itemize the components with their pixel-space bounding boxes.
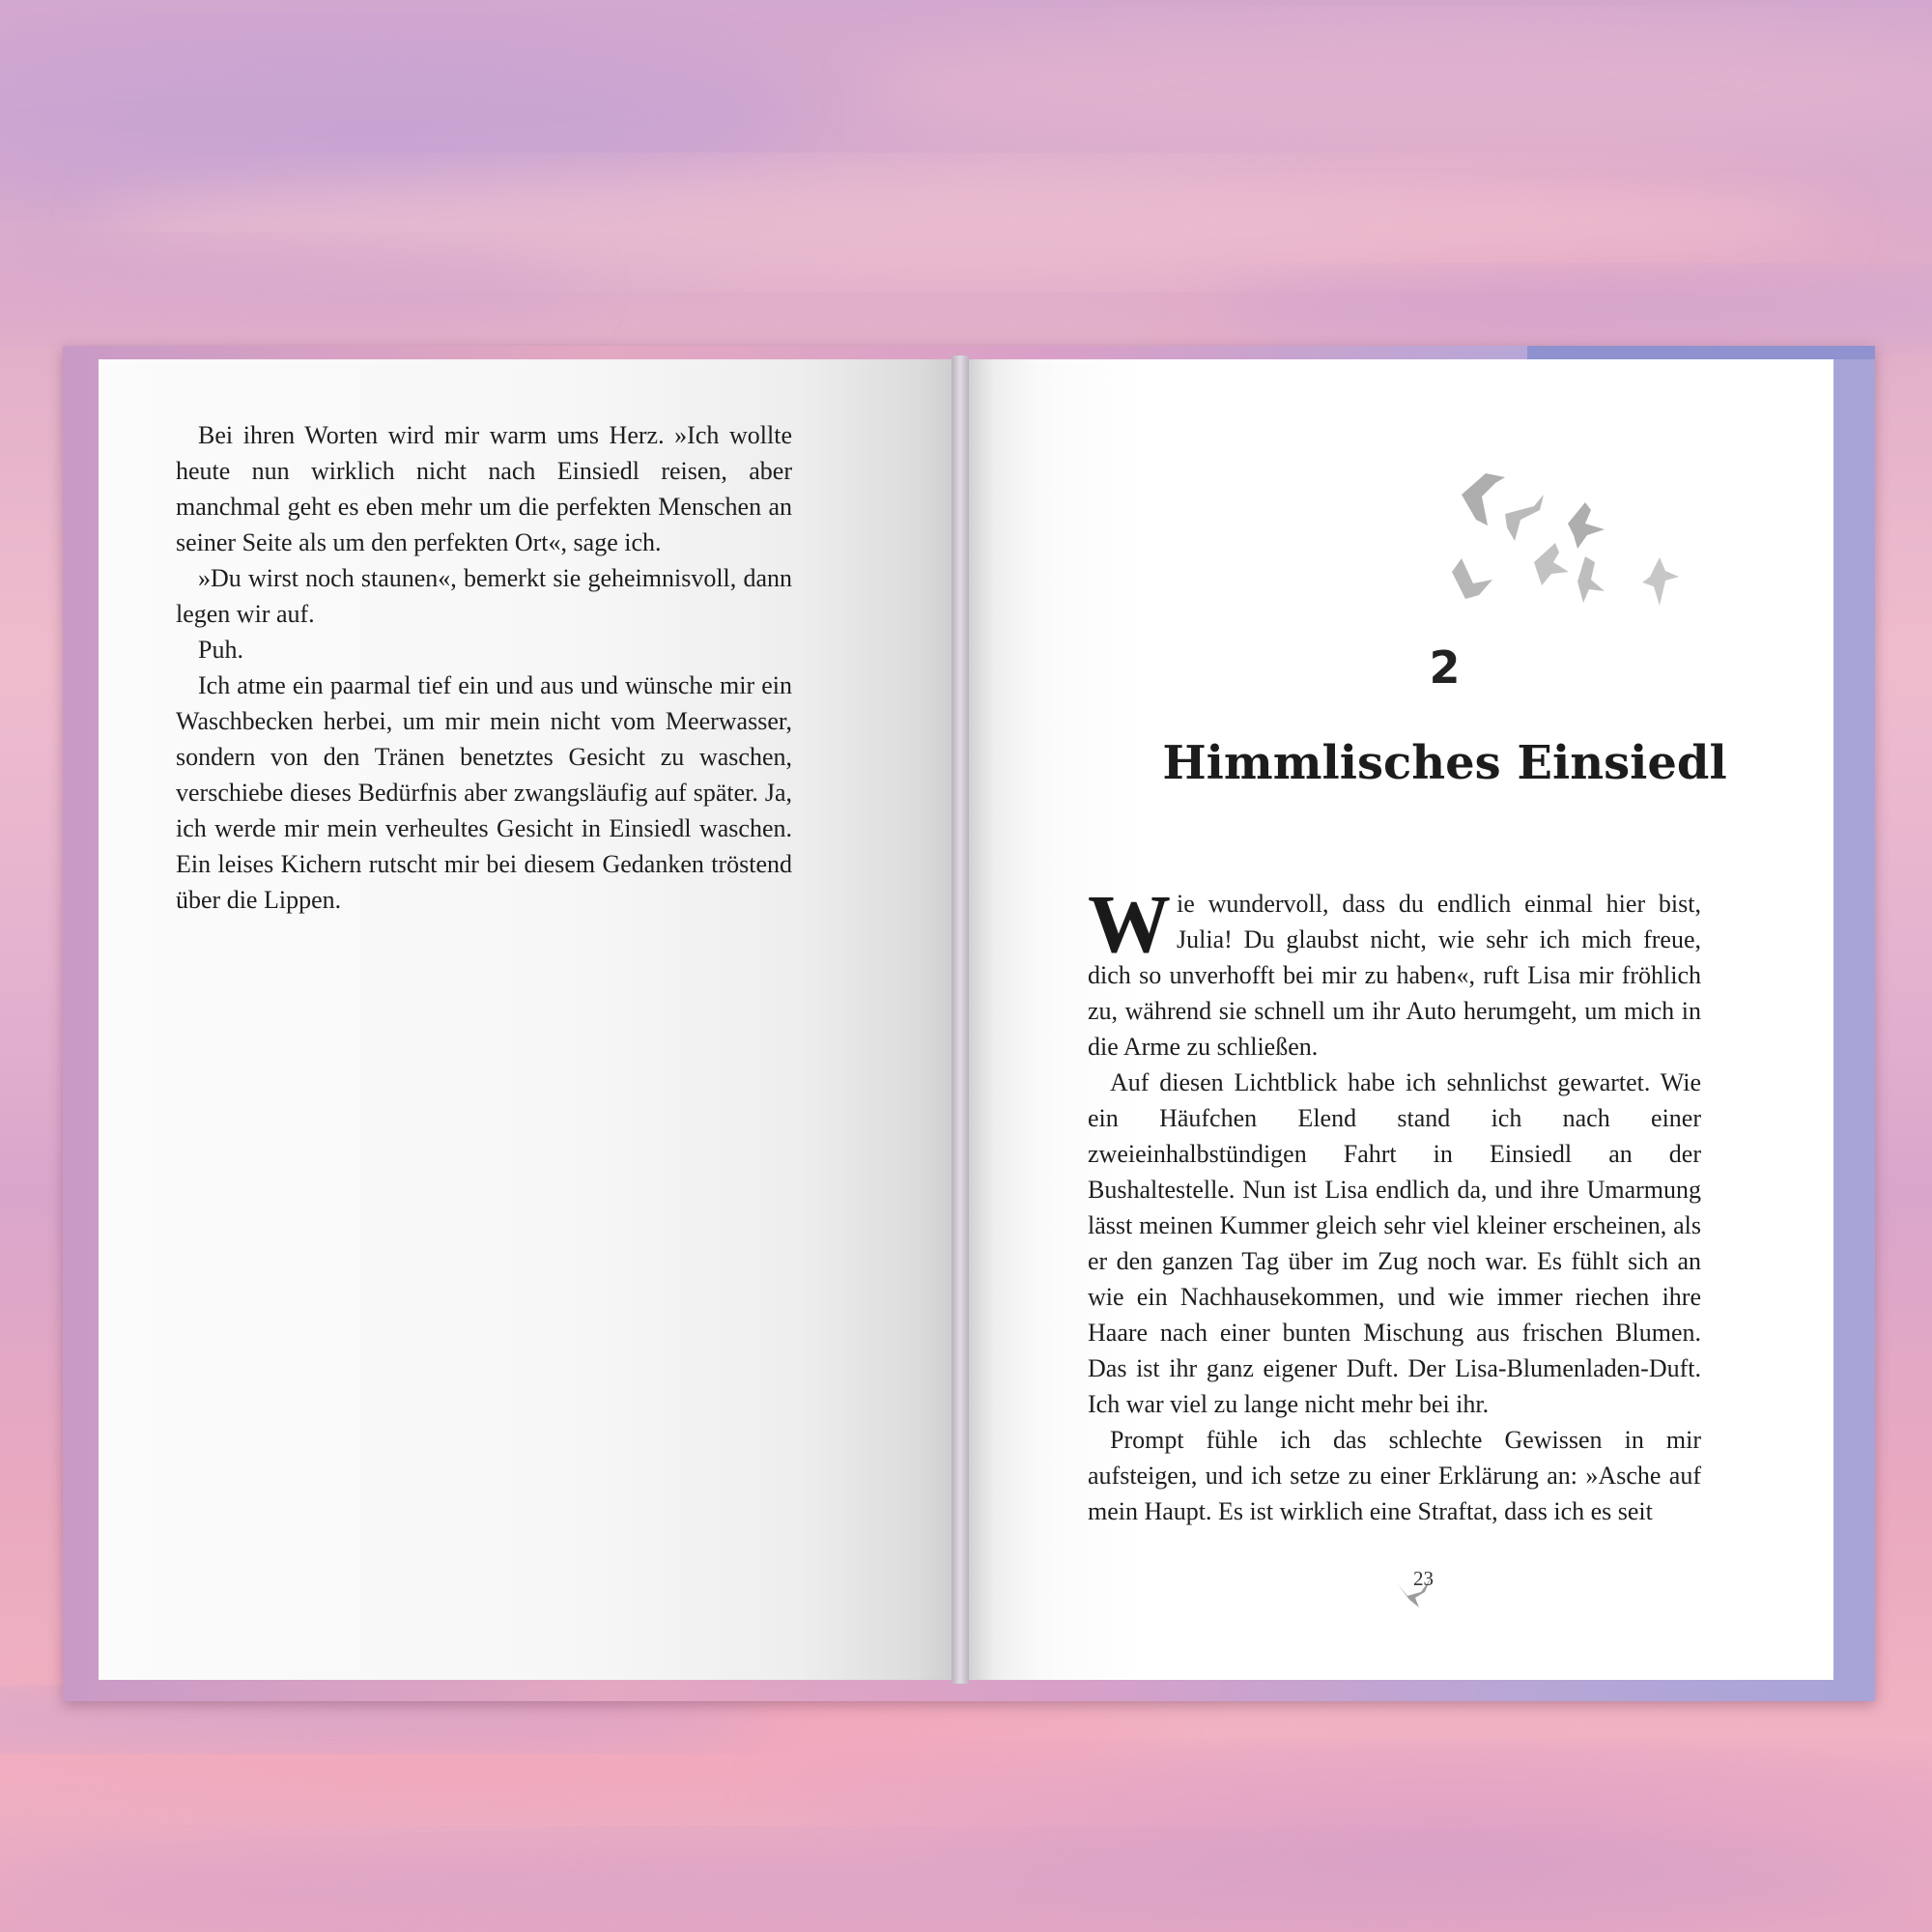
open-book	[63, 346, 1875, 1701]
paragraph: Bei ihren Worten wird mir warm ums Herz. »Ich wollte heute nun wirklich nicht nach Einsiedl reisen, aber manchmal geht es eben mehr um die perfekten Menschen an seiner Seite als um den perfekten Ort«, sage ich.	[176, 421, 792, 556]
page-footer	[1394, 1567, 1452, 1625]
paragraph: Prompt fühle ich das schlechte Gewissen in mir aufsteigen, und ich setze zu einer Erklärung an: »Asche auf mein Haupt. Es ist wirklich eine Straftat, dass ich es seit	[1088, 1426, 1701, 1525]
chapter-number: 2	[1429, 641, 1461, 694]
book-gutter	[952, 355, 969, 1684]
left-page	[99, 359, 952, 1680]
right-page-text	[1088, 877, 1701, 1529]
right-page	[969, 359, 1833, 1680]
paragraph: »Du wirst noch staunen«, bemerkt sie geheimnisvoll, dann legen wir auf.	[176, 564, 792, 628]
chapter-title: Himmlisches Einsiedl	[1162, 736, 1727, 790]
first-paragraph-text: ie wundervoll, dass du endlich einmal hier bist, Julia! Du glaubst nicht, wie sehr ich mich freue, dich so unverhofft bei mir zu haben«, ruft Lisa mir fröhlich zu, während sie schnell um ihr Auto herumgeht, um mich in die Arme zu schließen.	[1088, 890, 1701, 1061]
paragraph: Puh.	[198, 636, 243, 664]
drop-cap: W	[1088, 877, 1171, 970]
paragraph: Ich atme ein paarmal tief ein und aus und wünsche mir ein Waschbecken herbei, um mir mein nicht vom Meerwasser, sondern von den Tränen benetztes Gesicht zu waschen, verschiebe dieses Bedürfnis aber zwangsläufig auf später. Ja, ich werde mir mein verheultes Gesicht in Einsiedl waschen. Ein leises Kichern rutscht mir bei diesem Gedanken tröstend über die Lippen.	[176, 671, 792, 914]
book-cover-accent	[1527, 346, 1875, 359]
flying-birds-icon	[1433, 456, 1722, 649]
paragraph: Auf diesen Lichtblick habe ich sehnlichst gewartet. Wie ein Häufchen Elend stand ich nach einer zweieinhalbstündigen Fahrt in Einsiedl an der Bushaltestelle. Nun ist Lisa endlich da, und ihre Umarmung lässt meinen Kummer gleich sehr viel kleiner erscheinen, als er den ganzen Tag über im Zug noch war. Es fühlt sich an wie ein Nachhausekommen, und wie immer riechen ihre Haare nach einer bunten Mischung aus frischen Blumen. Das ist ihr ganz eigener Duft. Der Lisa-Blumenladen-Duft. Ich war viel zu lange nicht mehr bei ihr.	[1088, 1068, 1701, 1418]
page-number: 23	[1413, 1567, 1434, 1590]
first-paragraph	[1088, 877, 1701, 1065]
left-page-text	[176, 417, 792, 918]
